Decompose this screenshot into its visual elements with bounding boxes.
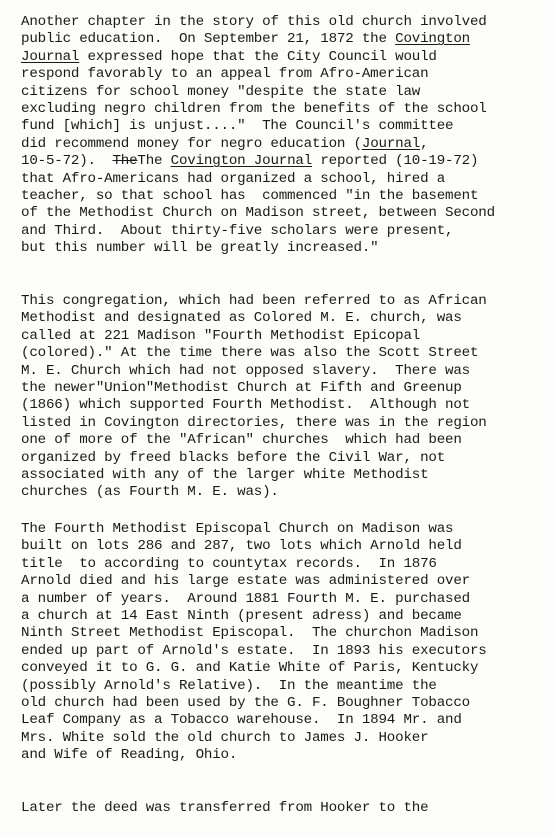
text-segment: conveyed it to G. G. and Katie White of Paris, Kentucky [21, 660, 479, 677]
text-segment: Arnold died and his large estate was administered over [21, 573, 470, 590]
text-segment: respond favorably to an appeal from Afro-American [21, 66, 429, 83]
text-line [21, 171, 551, 188]
text-line [21, 678, 551, 695]
underlined-title: Covington Journal [170, 153, 313, 170]
text-segment: churches (as Fourth M. E. was). [21, 484, 279, 501]
text-segment: expressed hope that the City Council would [79, 48, 437, 65]
text-segment: excluding negro children from the benefits of the school [21, 100, 487, 117]
text-line [21, 747, 551, 764]
text-segment: ended up part of Arnold's estate. In 1893 his executors [21, 642, 487, 659]
text-line [21, 450, 551, 467]
text-line [21, 153, 551, 170]
text-segment: Mrs. White sold the old church to James J. Hooker [21, 729, 429, 746]
text-segment: Another chapter in the story of this old church involved [21, 14, 487, 30]
text-line [21, 14, 551, 31]
text-line [21, 415, 551, 432]
text-line [21, 643, 551, 660]
paragraph-fourth-methodist-church [21, 521, 551, 764]
text-segment: that Afro-Americans had organized a school, hired a [21, 170, 446, 187]
paragraph-deed-transfer [21, 800, 551, 817]
text-segment: 10-5-72). [21, 153, 113, 170]
text-line [21, 730, 551, 747]
text-segment: teacher, so that school has commenced "in the basement [21, 187, 479, 204]
text-segment: the newer"Union"Methodist Church at Fifth and Greenup [21, 379, 462, 396]
text-segment: public education. On September 21, 1872 the [21, 31, 396, 48]
text-line [21, 608, 551, 625]
text-line [21, 240, 551, 257]
text-segment: built on lots 286 and 287, two lots which Arnold held [21, 538, 462, 555]
text-segment: called at 221 Madison "Fourth Methodist Epicopal [21, 327, 421, 344]
text-segment: The [137, 153, 171, 170]
text-line [21, 695, 551, 712]
text-line [21, 538, 551, 555]
text-segment: organized by freed blacks before the Civil War, not [21, 449, 446, 466]
text-segment: The Fourth Methodist Episcopal Church on Madison was [21, 521, 454, 537]
text-segment: but this number will be greatly increased." [21, 240, 379, 257]
text-line [21, 188, 551, 205]
text-line [21, 660, 551, 677]
text-segment: fund [which] is unjust...." The Council's committee [21, 118, 454, 135]
text-line [21, 205, 551, 222]
text-line [21, 467, 551, 484]
underlined-title: Covington [395, 31, 470, 48]
text-line [21, 118, 551, 135]
text-line [21, 625, 551, 642]
text-line [21, 521, 551, 538]
text-segment: and Wife of Reading, Ohio. [21, 747, 238, 764]
text-line [21, 484, 551, 501]
text-line [21, 363, 551, 380]
text-segment: (1866) which supported Fourth Methodist. Although not [21, 397, 470, 414]
text-segment: , [420, 135, 429, 152]
text-line [21, 432, 551, 449]
text-line [21, 800, 551, 817]
text-line [21, 397, 551, 414]
underlined-title: Journal [361, 135, 421, 152]
text-segment: (colored)." At the time there was also the Scott Street [21, 345, 479, 362]
text-line [21, 310, 551, 327]
underlined-title: Journal [21, 48, 80, 65]
text-segment: (possibly Arnold's Relative). In the meantime the [21, 677, 437, 694]
text-line [21, 31, 551, 48]
text-segment: of the Methodist Church on Madison street, between Second [21, 205, 495, 222]
text-segment: associated with any of the larger white Methodist [21, 466, 429, 483]
text-segment: one of more of the "African" churches which had been [21, 432, 462, 449]
paragraph-public-education [21, 14, 551, 257]
text-line [21, 345, 551, 362]
text-segment: M. E. Church which had not opposed slavery. There was [21, 362, 470, 379]
text-line [21, 380, 551, 397]
text-line [21, 66, 551, 83]
text-line [21, 556, 551, 573]
text-line [21, 573, 551, 590]
text-line [21, 136, 551, 153]
text-line [21, 328, 551, 345]
text-line [21, 101, 551, 118]
text-segment: a number of years. Around 1881 Fourth M. E. purchased [21, 590, 470, 607]
text-segment: Ninth Street Methodist Episcopal. The churchon Madison [21, 625, 479, 642]
text-segment: and Third. About thirty-five scholars were present, [21, 222, 454, 239]
text-segment: a church at 14 East Ninth (present adress) and became [21, 607, 462, 624]
text-segment: Methodist and designated as Colored M. E. church, was [21, 310, 462, 327]
text-segment: This congregation, which had been referred to as African [21, 293, 487, 309]
text-segment: listed in Covington directories, there was in the region [21, 414, 487, 431]
text-line [21, 84, 551, 101]
text-segment: title to according to countytax records. In 1876 [21, 555, 437, 572]
text-segment: Later the deed was transferred from Hooker to the [21, 800, 429, 816]
struck-out-word: The [112, 153, 138, 170]
text-line [21, 293, 551, 310]
text-segment: did recommend money for negro education ( [21, 135, 362, 152]
text-line [21, 712, 551, 729]
paragraph-congregation [21, 293, 551, 502]
text-segment: old church had been used by the G. F. Boughner Tobacco [21, 694, 470, 711]
text-line [21, 49, 551, 66]
text-segment: citizens for school money "despite the state law [21, 83, 421, 100]
text-segment: reported (10-19-72) [312, 153, 479, 170]
text-segment: Leaf Company as a Tobacco warehouse. In 1894 Mr. and [21, 712, 462, 729]
text-line [21, 223, 551, 240]
text-line [21, 591, 551, 608]
